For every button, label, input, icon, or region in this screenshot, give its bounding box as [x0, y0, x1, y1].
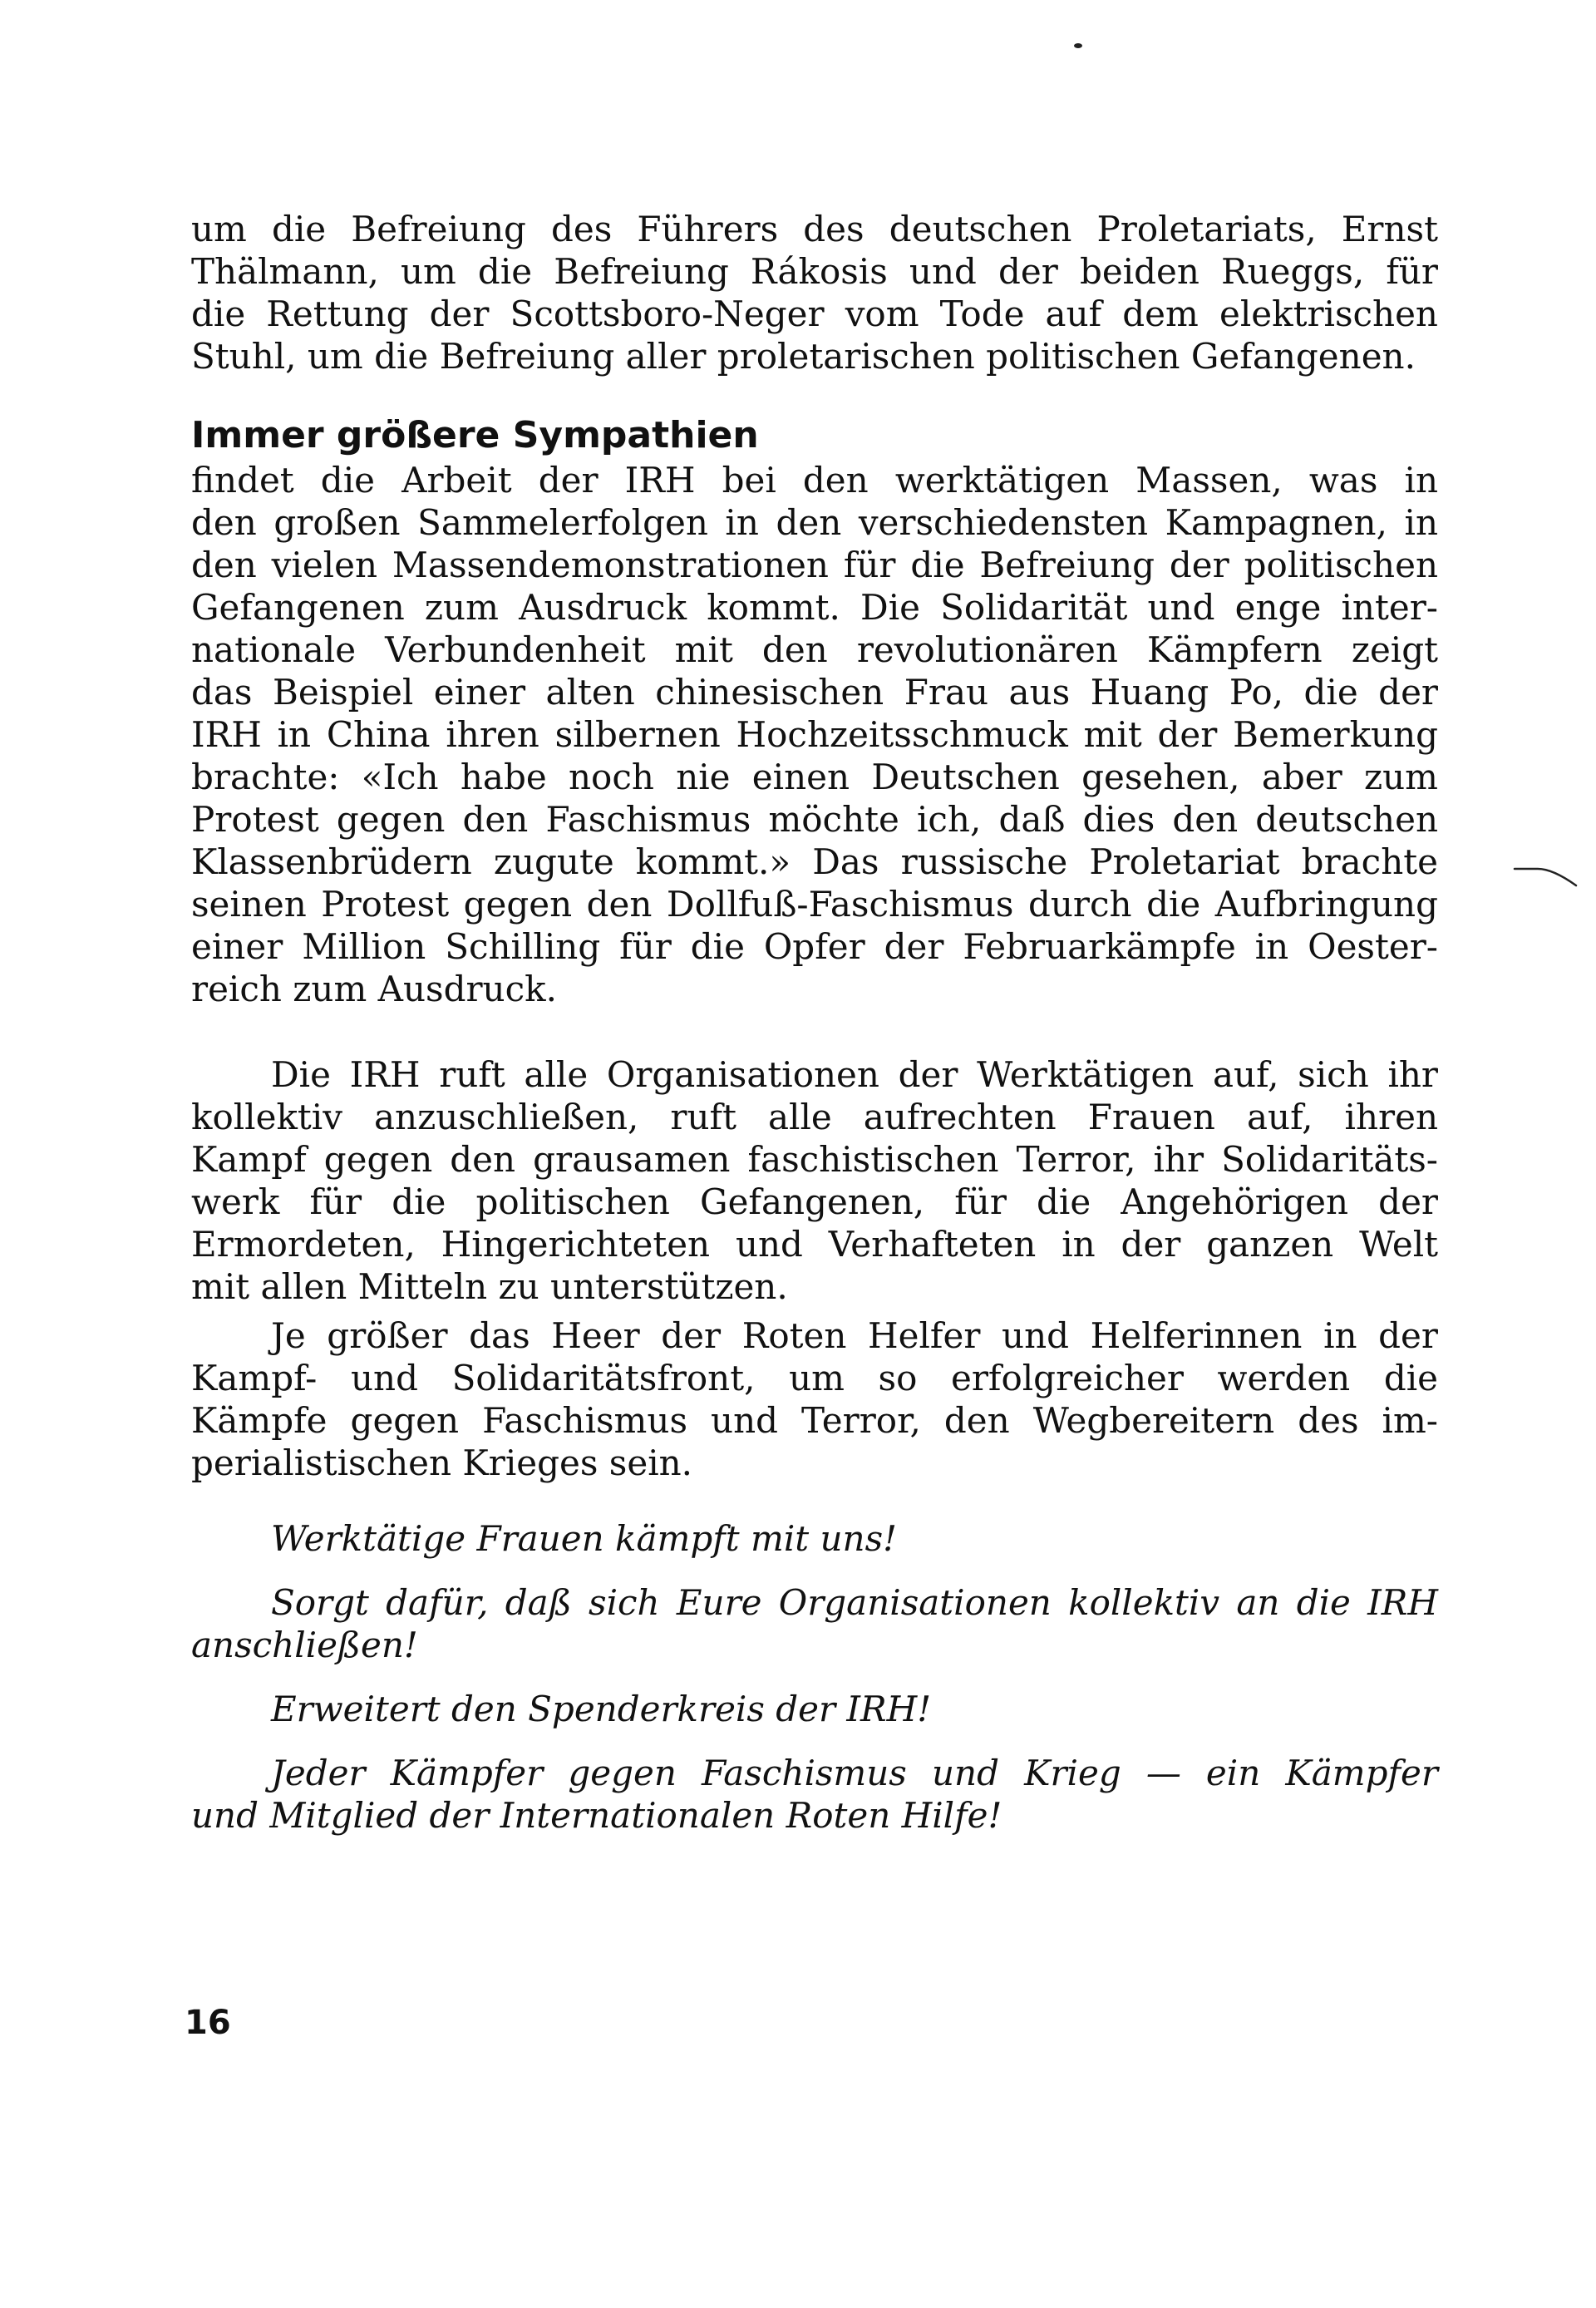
text-line: die Rettung der Scottsboro-Neger vom Tode auf dem elektrischen	[191, 293, 1438, 334]
text-line: kollektiv anzuschließen, ruft alle aufrechten Frauen auf, ihren	[191, 1097, 1438, 1137]
text-line: Die IRH ruft alle Organisationen der Werktätigen auf, sich ihr	[271, 1054, 1438, 1095]
paragraph-3	[191, 1053, 1438, 1308]
ink-speck	[1074, 43, 1082, 48]
page-body	[191, 208, 1438, 1858]
paragraph-2	[191, 459, 1438, 1010]
paragraph-4	[191, 1314, 1438, 1484]
slogan	[191, 1688, 1438, 1730]
text-line: einer Million Schilling für die Opfer der Februarkämpfe in Oester-	[191, 926, 1438, 967]
slogan-line: anschließen!	[191, 1625, 418, 1665]
text-line: Stuhl, um die Befreiung aller proletarischen politischen Gefangenen.	[191, 336, 1416, 377]
text-line: Thälmann, um die Befreiung Rákosis und der beiden Rueggs, für	[191, 251, 1438, 292]
slogan-line: Sorgt dafür, daß sich Eure Organisationen kollektiv an die IRH	[271, 1582, 1438, 1623]
section-heading: Immer größere Sympathien	[191, 414, 759, 456]
text-line: Je größer das Heer der Roten Helfer und Helferinnen in der	[271, 1315, 1438, 1356]
text-line: brachte: «Ich habe noch nie einen Deutschen gesehen, aber zum	[191, 757, 1438, 797]
page-number: 16	[185, 2004, 231, 2042]
text-line: Klassenbrüdern zugute kommt.» Das russische Proletariat brachte	[191, 841, 1438, 882]
slogan	[191, 1581, 1438, 1666]
text-line: Kampf gegen den grausamen faschistischen Terror, ihr Solidaritäts-	[191, 1139, 1438, 1180]
slogan-line: Werktätige Frauen kämpft mit uns!	[271, 1518, 898, 1559]
text-line: Ermordeten, Hingerichteten und Verhafteten in der ganzen Welt	[191, 1224, 1438, 1265]
slogan-line: Jeder Kämpfer gegen Faschismus und Krieg — ein Kämpfer	[271, 1753, 1438, 1793]
text-line: perialistischen Krieges sein.	[191, 1442, 693, 1483]
text-line: mit allen Mitteln zu unterstützen.	[191, 1266, 788, 1307]
text-line: Protest gegen den Faschismus möchte ich, daß dies den deutschen	[191, 799, 1438, 840]
text-line: reich zum Ausdruck.	[191, 969, 557, 1009]
text-line: werk für die politischen Gefangenen, für die Angehörigen der	[191, 1181, 1438, 1222]
text-line: Gefangenen zum Ausdruck kommt. Die Solidarität und enge inter-	[191, 587, 1438, 628]
text-line: den vielen Massendemonstrationen für die Befreiung der politischen	[191, 545, 1438, 585]
text-line: findet die Arbeit der IRH bei den werktätigen Massen, was in	[191, 460, 1438, 501]
text-line: nationale Verbundenheit mit den revolutionären Kämpfern zeigt	[191, 629, 1438, 670]
text-line: das Beispiel einer alten chinesischen Frau aus Huang Po, die der	[191, 672, 1438, 713]
text-line: Kämpfe gegen Faschismus und Terror, den Wegbereitern des im-	[191, 1400, 1438, 1441]
slogan-line: Erweitert den Spenderkreis der IRH!	[271, 1689, 932, 1729]
text-line: seinen Protest gegen den Dollfuß-Faschismus durch die Aufbringung	[191, 884, 1438, 925]
text-line: den großen Sammelerfolgen in den verschiedensten Kampagnen, in	[191, 502, 1438, 543]
margin-pencil-mark	[1513, 861, 1579, 894]
text-line: um die Befreiung des Führers des deutschen Proletariats, Ernst	[191, 209, 1438, 249]
slogan	[191, 1517, 1438, 1560]
slogan-line: und Mitglied der Internationalen Roten Hilfe!	[191, 1795, 1002, 1836]
text-line: Kampf- und Solidaritätsfront, um so erfolgreicher werden die	[191, 1358, 1438, 1398]
slogan-list	[191, 1517, 1438, 1837]
slogan	[191, 1752, 1438, 1837]
text-line: IRH in China ihren silbernen Hochzeitsschmuck mit der Bemerkung	[191, 714, 1438, 755]
paragraph-1	[191, 208, 1438, 377]
